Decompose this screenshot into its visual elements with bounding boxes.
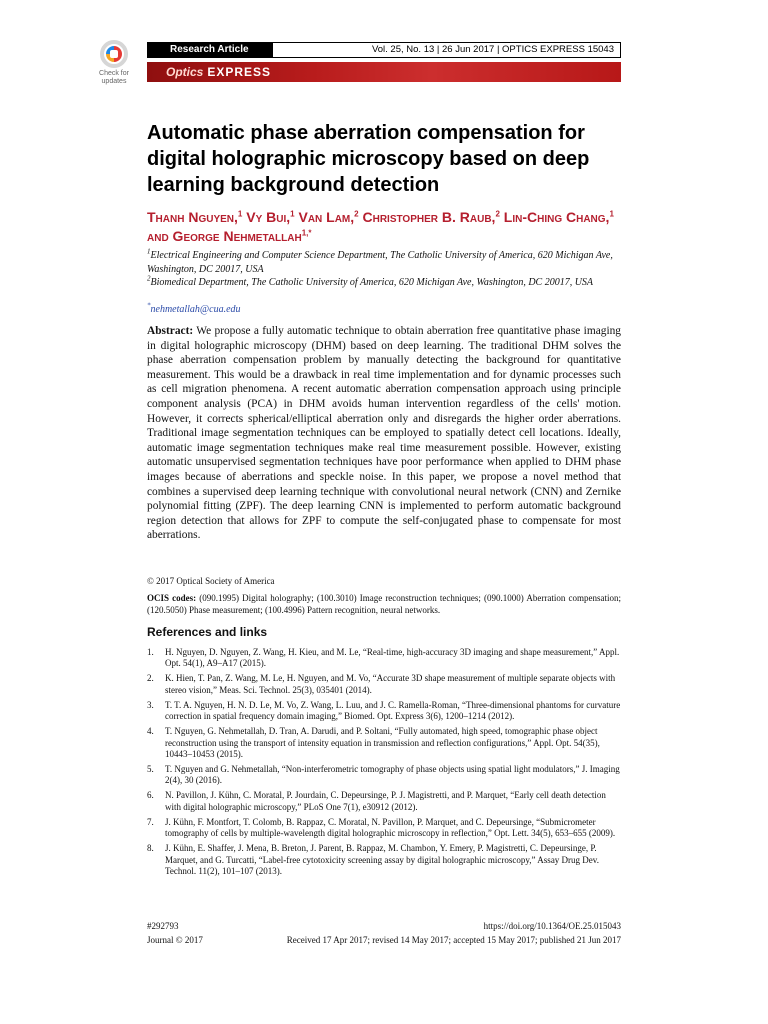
publication-dates: Received 17 Apr 2017; revised 14 May 2017; accepted 15 May 2017; published 21 Jun 2017 bbox=[286, 935, 621, 945]
author-name: Van Lam, bbox=[294, 209, 355, 225]
author-name: Thanh Nguyen, bbox=[147, 209, 238, 225]
article-id: #292793 bbox=[147, 921, 179, 931]
citation: Vol. 25, No. 13 | 26 Jun 2017 | OPTICS EXPRESS 15043 bbox=[371, 44, 614, 55]
journal-copyright: Journal © 2017 bbox=[147, 935, 203, 945]
reference-text: J. Kühn, E. Shaffer, J. Mena, B. Breton, J. Parent, B. Rappaz, M. Chambon, Y. Emery, P. Magistretti, C. Depeursinge, P. Marquet, and G. Turcatti, “Label-free cytotoxicity screening assay by digital holographic microscopy,” Assay Drug Dev. Technol. 11(2), 101–107 (2013). bbox=[165, 843, 599, 877]
journal-logo bbox=[166, 64, 271, 80]
article-title: Automatic phase aberration compensation for digital holographic microscopy based on deep learning background detection bbox=[147, 122, 590, 196]
reference-text: N. Pavillon, J. Kühn, C. Moratal, P. Jourdain, C. Depeursinge, P. J. Magistretti, and P. Marquet, “Early cell death detection with digital holographic microscopy,” PLoS One 7(1), e30912 (2012). bbox=[165, 790, 606, 812]
author-name: and George Nehmetallah bbox=[147, 228, 302, 244]
abstract bbox=[147, 324, 621, 543]
author-name: Lin-Ching Chang, bbox=[499, 209, 610, 225]
article-type: Research Article bbox=[148, 43, 273, 57]
reference-text: J. Kühn, F. Montfort, T. Colomb, B. Rappaz, C. Moratal, N. Pavillon, P. Marquet, and C. Depeursinge, “Submicrometer tomography of cells by multiple-wavelength digital holographic microscopy in reflection,” Opt. Lett. 34(5), 653–655 (2009). bbox=[165, 816, 616, 839]
author-affiliation-mark: 1,* bbox=[301, 228, 312, 238]
reference-item bbox=[147, 726, 623, 760]
email-mark: * bbox=[147, 301, 151, 310]
reference-text: T. T. A. Nguyen, H. N. D. Le, M. Vo, Z. Wang, L. Luu, and J. C. Ramella-Roman, “Three-dimensional phantoms for curvature correction in spatial frequency domain imaging,” Biomed. Opt. Express 3(6), 1200–1214 (2012). bbox=[165, 699, 621, 722]
ocis-codes bbox=[147, 592, 621, 616]
author-affiliation-mark: 1 bbox=[290, 209, 295, 219]
copyright: © 2017 Optical Society of America bbox=[147, 576, 275, 586]
reference-number: 5. bbox=[147, 764, 154, 775]
doi-link[interactable]: https://doi.org/10.1364/OE.25.015043 bbox=[483, 921, 621, 931]
reference-item bbox=[147, 673, 623, 696]
author-affiliation-mark: 1 bbox=[609, 209, 614, 219]
corresponding-email[interactable] bbox=[147, 303, 241, 316]
reference-number: 3. bbox=[147, 699, 154, 710]
journal-logo-name: EXPRESS bbox=[207, 65, 272, 79]
affiliation-mark: 2 bbox=[147, 274, 151, 283]
reference-number: 2. bbox=[147, 673, 154, 684]
reference-item bbox=[147, 647, 623, 670]
ocis-label: OCIS codes: bbox=[147, 593, 197, 603]
author-list bbox=[147, 208, 621, 246]
abstract-label: Abstract: bbox=[147, 325, 194, 337]
reference-item bbox=[147, 843, 623, 877]
reference-text: H. Nguyen, D. Nguyen, Z. Wang, H. Kieu, and M. Le, “Real-time, high-accuracy 3D imaging and shape measurement,” Appl. Opt. 54(1), A9–A17 (2015). bbox=[165, 647, 620, 669]
author-name: Christopher B. Raub, bbox=[358, 209, 496, 225]
affiliation-text: Biomedical Department, The Catholic University of America, 620 Michigan Ave, Washington, DC 20017, USA bbox=[150, 277, 594, 288]
author-affiliation-mark: 1 bbox=[237, 209, 243, 219]
badge-text: Check for updates bbox=[99, 70, 129, 85]
author-name: Vy Bui, bbox=[242, 209, 291, 225]
references-heading: References and links bbox=[147, 625, 268, 639]
check-for-updates-badge[interactable] bbox=[92, 40, 136, 92]
reference-number: 8. bbox=[147, 843, 154, 854]
reference-number: 4. bbox=[147, 726, 154, 737]
abstract-text: We propose a fully automatic technique to obtain aberration free quantitative phase imaging in digital holographic microscopy (DHM) based on deep learning. The traditional DHM solves the phase aberration compensation problem by manually detecting the background for quantitative measurement. This would be a drawback in real time implementation and for dynamic processes such as cell migration phenomena. A recent automatic aberration compensation approach using principle component analysis (PCA) in DHM avoids human intervention regardless of the cells' motion. However, it corrects spherical/elliptical aberration only and disregards the higher order aberrations. Traditional image segmentation techniques can be employed to spatially detect cell locations. Ideally, automatic image segmentation techniques make real time measurement possible. However, existing automatic unsupervised segmentation techniques have poor performance when applied to DHM phase images because of aberrations and speckle noise. In this paper, we propose a novel method that combines a supervised deep learning technique with convolutional neural network (CNN) and Zernike polynomial fitting (ZPF). The deep learning CNN is implemented to perform automatic background region detection that allows for ZPF to compute the self-conjugated phase to compensate for most aberrations. bbox=[147, 325, 621, 542]
journal-logo-prefix: Optics bbox=[166, 65, 204, 79]
reference-text: K. Hien, T. Pan, Z. Wang, M. Le, H. Nguyen, and M. Vo, “Accurate 3D shape measurement of multiple separate objects with stereo vision,” Meas. Sci. Technol. 25(3), 035401 (2014). bbox=[165, 673, 616, 695]
reference-list bbox=[147, 647, 623, 881]
author-affiliation-mark: 2 bbox=[495, 209, 500, 219]
reference-item bbox=[147, 764, 623, 787]
header-bar bbox=[147, 42, 621, 58]
reference-item bbox=[147, 817, 623, 840]
reference-item bbox=[147, 790, 623, 813]
email-link[interactable]: nehmetallah@cua.edu bbox=[150, 304, 241, 315]
reference-number: 6. bbox=[147, 790, 154, 801]
affiliation-mark: 1 bbox=[147, 247, 151, 256]
reference-text: T. Nguyen and G. Nehmetallah, “Non-interferometric tomography of phase objects using spatial light modulators,” J. Imaging 2(4), 30 (2016). bbox=[165, 764, 620, 786]
check-for-updates-icon bbox=[100, 40, 128, 68]
affiliation-text: Electrical Engineering and Computer Science Department, The Catholic University of America, 620 Michigan Ave, Washington, DC 20017, USA bbox=[147, 250, 613, 275]
reference-number: 1. bbox=[147, 647, 154, 657]
reference-item bbox=[147, 700, 623, 723]
reference-text: T. Nguyen, G. Nehmetallah, D. Tran, A. Darudi, and P. Soltani, “Fully automated, high speed, tomographic phase object reconstruction using the transport of intensity equation in transmission and reflection configurations,” Appl. Opt. 54(35), 10443–10453 (2015). bbox=[165, 726, 600, 760]
affiliation bbox=[147, 249, 621, 276]
ocis-text: (090.1995) Digital holography; (100.3010) Image reconstruction techniques; (090.1000) Aberration compensation; (120.5050) Phase measurement; (100.4996) Pattern recognition, neural networks. bbox=[147, 593, 621, 615]
affiliation bbox=[147, 276, 621, 290]
reference-number: 7. bbox=[147, 816, 154, 827]
author-affiliation-mark: 2 bbox=[354, 209, 359, 219]
